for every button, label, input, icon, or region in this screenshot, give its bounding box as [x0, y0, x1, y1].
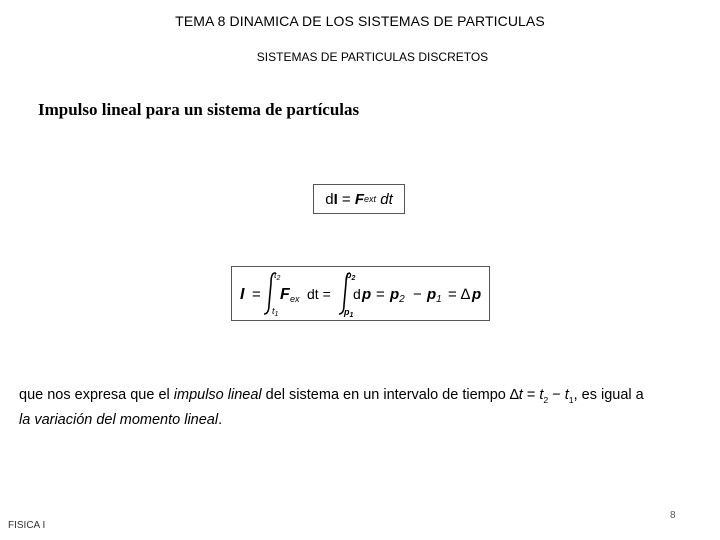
para-text-variacion: la variación del momento lineal — [19, 411, 219, 428]
eq2-equals-delta: = ∆ — [448, 286, 471, 303]
eq2-dt-equals: dt = — [307, 286, 331, 302]
eq2-p: p — [362, 286, 372, 303]
page-number: 8 — [670, 510, 676, 521]
eq2-upper-limit-t: $t_2$ — [274, 270, 281, 282]
para-minus: − — [548, 387, 565, 403]
para-equals: = — [522, 387, 540, 403]
para-t2: t — [539, 387, 544, 403]
para-t1-sub: 1 — [568, 394, 574, 405]
eq2-minus: − — [413, 286, 422, 303]
eq2-upper-limit-p: $p_2$ — [346, 270, 356, 282]
para-t2-sub: 2 — [543, 394, 549, 405]
para-text-impulso: impulso lineal — [173, 387, 262, 403]
section-heading: Impulso lineal para un sistema de partículas — [38, 100, 360, 119]
eq1-d: d — [325, 190, 334, 208]
impulse-integral-equation — [231, 266, 490, 321]
eq2-lower-limit-p: $p_1$ — [344, 307, 354, 319]
para-period: . — [218, 411, 223, 428]
impulse-differential-equation — [313, 184, 405, 214]
eq2-p-final: p — [472, 286, 482, 303]
eq1-equals: = — [337, 190, 355, 208]
slide-subtitle: SISTEMAS DE PARTICULAS DISCRETOS — [256, 50, 489, 64]
eq1-force-subscript: ext — [364, 194, 377, 204]
eq2-p1: $p_1$ — [427, 286, 442, 305]
eq2-force-symbol: F — [280, 286, 290, 303]
eq1-force-symbol: F — [354, 190, 365, 208]
eq2-force-subscript: ex — [290, 294, 300, 304]
eq2-equals-2: = — [376, 286, 385, 303]
eq2-equals-1: = — [252, 286, 261, 303]
para-text-5: , es igual a — [573, 387, 648, 403]
para-text-1: que nos expresa que el — [19, 387, 174, 403]
eq2-p2: $p_2$ — [390, 286, 405, 305]
footer-course-label: FISICA I — [8, 520, 46, 531]
para-text-3: del sistema en un intervalo de tiempo ∆ — [261, 387, 519, 403]
slide-title: TEMA 8 DINAMICA DE LOS SISTEMAS DE PARTICULAS — [175, 13, 545, 29]
eq1-impulse-symbol: I — [333, 190, 338, 208]
explanation-paragraph — [19, 385, 709, 430]
para-t: t — [518, 387, 523, 403]
eq2-d: d — [353, 286, 361, 302]
eq2-impulse-symbol: I — [240, 286, 245, 303]
eq2-lower-limit-t: $t_1$ — [272, 306, 279, 318]
para-t1: t — [564, 387, 569, 403]
eq1-dt: dt — [376, 190, 393, 208]
